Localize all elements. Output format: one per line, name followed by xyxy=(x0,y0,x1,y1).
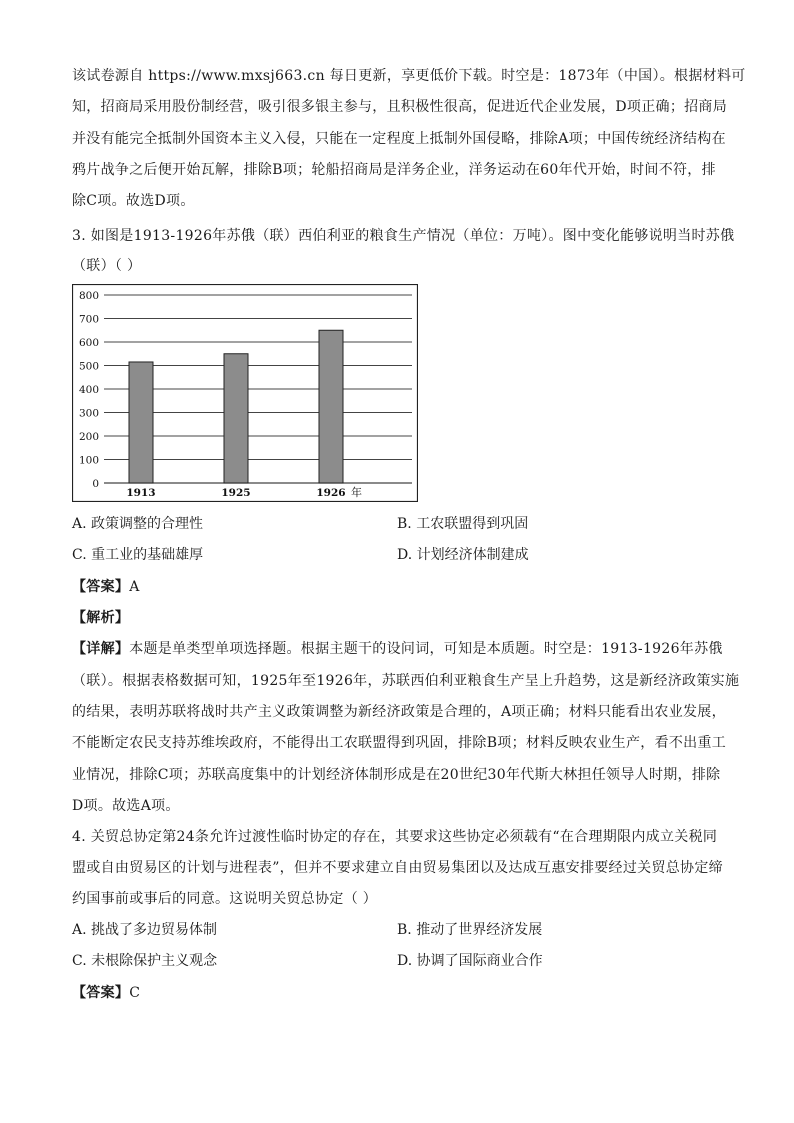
y-tick-label-500: 500 xyxy=(78,360,99,373)
q3-answer xyxy=(72,577,722,597)
x-tick-label-1925: 1925 xyxy=(221,487,251,499)
q4-answer-tag: 【答案】 xyxy=(72,985,130,1001)
q3-detail-line-2: （联）。根据表格数据可知，1925年至1926年，苏联西伯利亚粮食生产呈上升趋势，这是新经济政策实施 xyxy=(72,673,740,689)
q3-option-a[interactable] xyxy=(72,514,203,534)
q4-option-c-label: C. xyxy=(72,953,87,969)
q3-detail-tag: 【详解】 xyxy=(72,641,130,657)
q3-analysis-tag: 【解析】 xyxy=(72,610,130,626)
text-line-5: 除C项。故选D项。 xyxy=(72,193,195,209)
question-3-stem-line-1: 3. 如图是1913-1926年苏俄（联）西伯利亚的粮食生产情况（单位：万吨）。图中变化能够说明当时苏俄 xyxy=(72,228,735,244)
q3-option-a-label: A. xyxy=(72,516,87,532)
q4-option-d-text: 协调了国际商业合作 xyxy=(416,953,543,969)
q3-option-c-label: C. xyxy=(72,547,87,563)
q4-option-d-label: D. xyxy=(397,953,413,969)
q4-option-c-text: 未根除保护主义观念 xyxy=(91,953,218,969)
q3-option-d[interactable] xyxy=(397,545,529,565)
q3-option-d-text: 计划经济体制建成 xyxy=(416,547,529,563)
q4-option-a-text: 挑战了多边贸易体制 xyxy=(91,922,218,938)
q3-option-a-text: 政策调整的合理性 xyxy=(91,516,204,532)
y-tick-label-800: 800 xyxy=(78,290,99,302)
y-tick-label-100: 100 xyxy=(78,454,99,467)
q3-option-d-label: D. xyxy=(397,547,413,563)
x-axis-unit-label: 年 xyxy=(351,486,362,499)
q4-option-b-text: 推动了世界经济发展 xyxy=(416,922,543,938)
q3-detail-line-3: 的结果，表明苏联将战时共产主义政策调整为新经济政策是合理的，A项正确；材料只能看出农业发展， xyxy=(72,704,726,720)
q4-option-d[interactable] xyxy=(397,951,543,971)
q3-detail-text-1: 本题是单类型单项选择题。根据主题干的设问词，可知是本质题。时空是：1913-1926年苏俄 xyxy=(129,641,723,657)
y-tick-label-400: 400 xyxy=(78,384,99,396)
q3-detail-line-5: 业情况，排除C项；苏联高度集中的计划经济体制形成是在20世纪30年代斯大林担任领导人时期，排除 xyxy=(72,767,721,783)
question-4-stem-line-1: 4. 关贸总协定第24条允许过渡性临时协定的存在，其要求这些协定必须载有“在合理期限内成立关税同 xyxy=(72,829,718,845)
q4-option-a[interactable] xyxy=(72,920,217,940)
question-3-stem-line-2: （联）（ ） xyxy=(72,258,142,274)
q4-answer xyxy=(72,983,722,1003)
q4-option-b-label: B. xyxy=(397,922,412,938)
q3-analysis-heading xyxy=(72,608,722,628)
bar-chart-svg xyxy=(72,284,418,502)
text-line-2: 知，招商局采用股份制经营，吸引很多银主参与，且积极性很高，促进近代企业发展，D项正确；招商局 xyxy=(72,99,728,115)
q3-option-b-text: 工农联盟得到巩固 xyxy=(416,516,529,532)
x-tick-label-1913: 1913 xyxy=(126,487,156,499)
text-line-1: 该试卷源自 https://www.mxsj663.cn 每日更新，享更低价下载。时空是：1873年（中国）。根据材料可 xyxy=(72,68,746,84)
q4-option-a-label: A. xyxy=(72,922,87,938)
q3-answer-value: A xyxy=(129,579,140,595)
y-tick-label-300: 300 xyxy=(78,407,99,420)
bar-1926 xyxy=(319,330,343,483)
q3-detail-line-4: 不能断定农民支持苏维埃政府，不能得出工农联盟得到巩固，排除B项；材料反映农业生产，看不出重工 xyxy=(72,735,727,751)
bar-1913 xyxy=(129,362,153,483)
text-line-4: 鸦片战争之后便开始瓦解，排除B项；轮船招商局是洋务企业，洋务运动在60年代开始，时间不符，排 xyxy=(72,162,716,178)
q3-option-c-text: 重工业的基础雄厚 xyxy=(91,547,204,563)
y-tick-label-0: 0 xyxy=(92,478,99,490)
q3-detail-line-1 xyxy=(72,639,722,659)
y-tick-label-700: 700 xyxy=(78,313,99,326)
bar-1925 xyxy=(224,354,248,483)
q3-option-b-label: B. xyxy=(397,516,412,532)
text-line-3: 并没有能完全抵制外国资本主义入侵，只能在一定程度上抵制外国侵略，排除A项；中国传统经济结构在 xyxy=(72,131,726,147)
y-tick-label-200: 200 xyxy=(78,431,99,443)
q4-option-b[interactable] xyxy=(397,920,542,940)
q4-option-c[interactable] xyxy=(72,951,217,971)
question-4-stem-line-2: 盟或自由贸易区的计划与进程表”，但并不要求建立自由贸易集团以及达成互惠安排要经过关贸总协定缔 xyxy=(72,860,723,876)
q3-option-b[interactable] xyxy=(397,514,528,534)
grain-production-chart xyxy=(72,284,418,502)
q3-detail-line-6: D项。故选A项。 xyxy=(72,798,180,814)
q4-answer-value: C xyxy=(129,985,141,1001)
q3-option-c[interactable] xyxy=(72,545,203,565)
x-tick-label-1926: 1926 xyxy=(316,487,346,499)
q3-answer-tag: 【答案】 xyxy=(72,579,130,595)
y-tick-label-600: 600 xyxy=(78,337,99,349)
question-4-stem-line-3: 约国事前或事后的同意。这说明关贸总协定（ ） xyxy=(72,891,378,907)
